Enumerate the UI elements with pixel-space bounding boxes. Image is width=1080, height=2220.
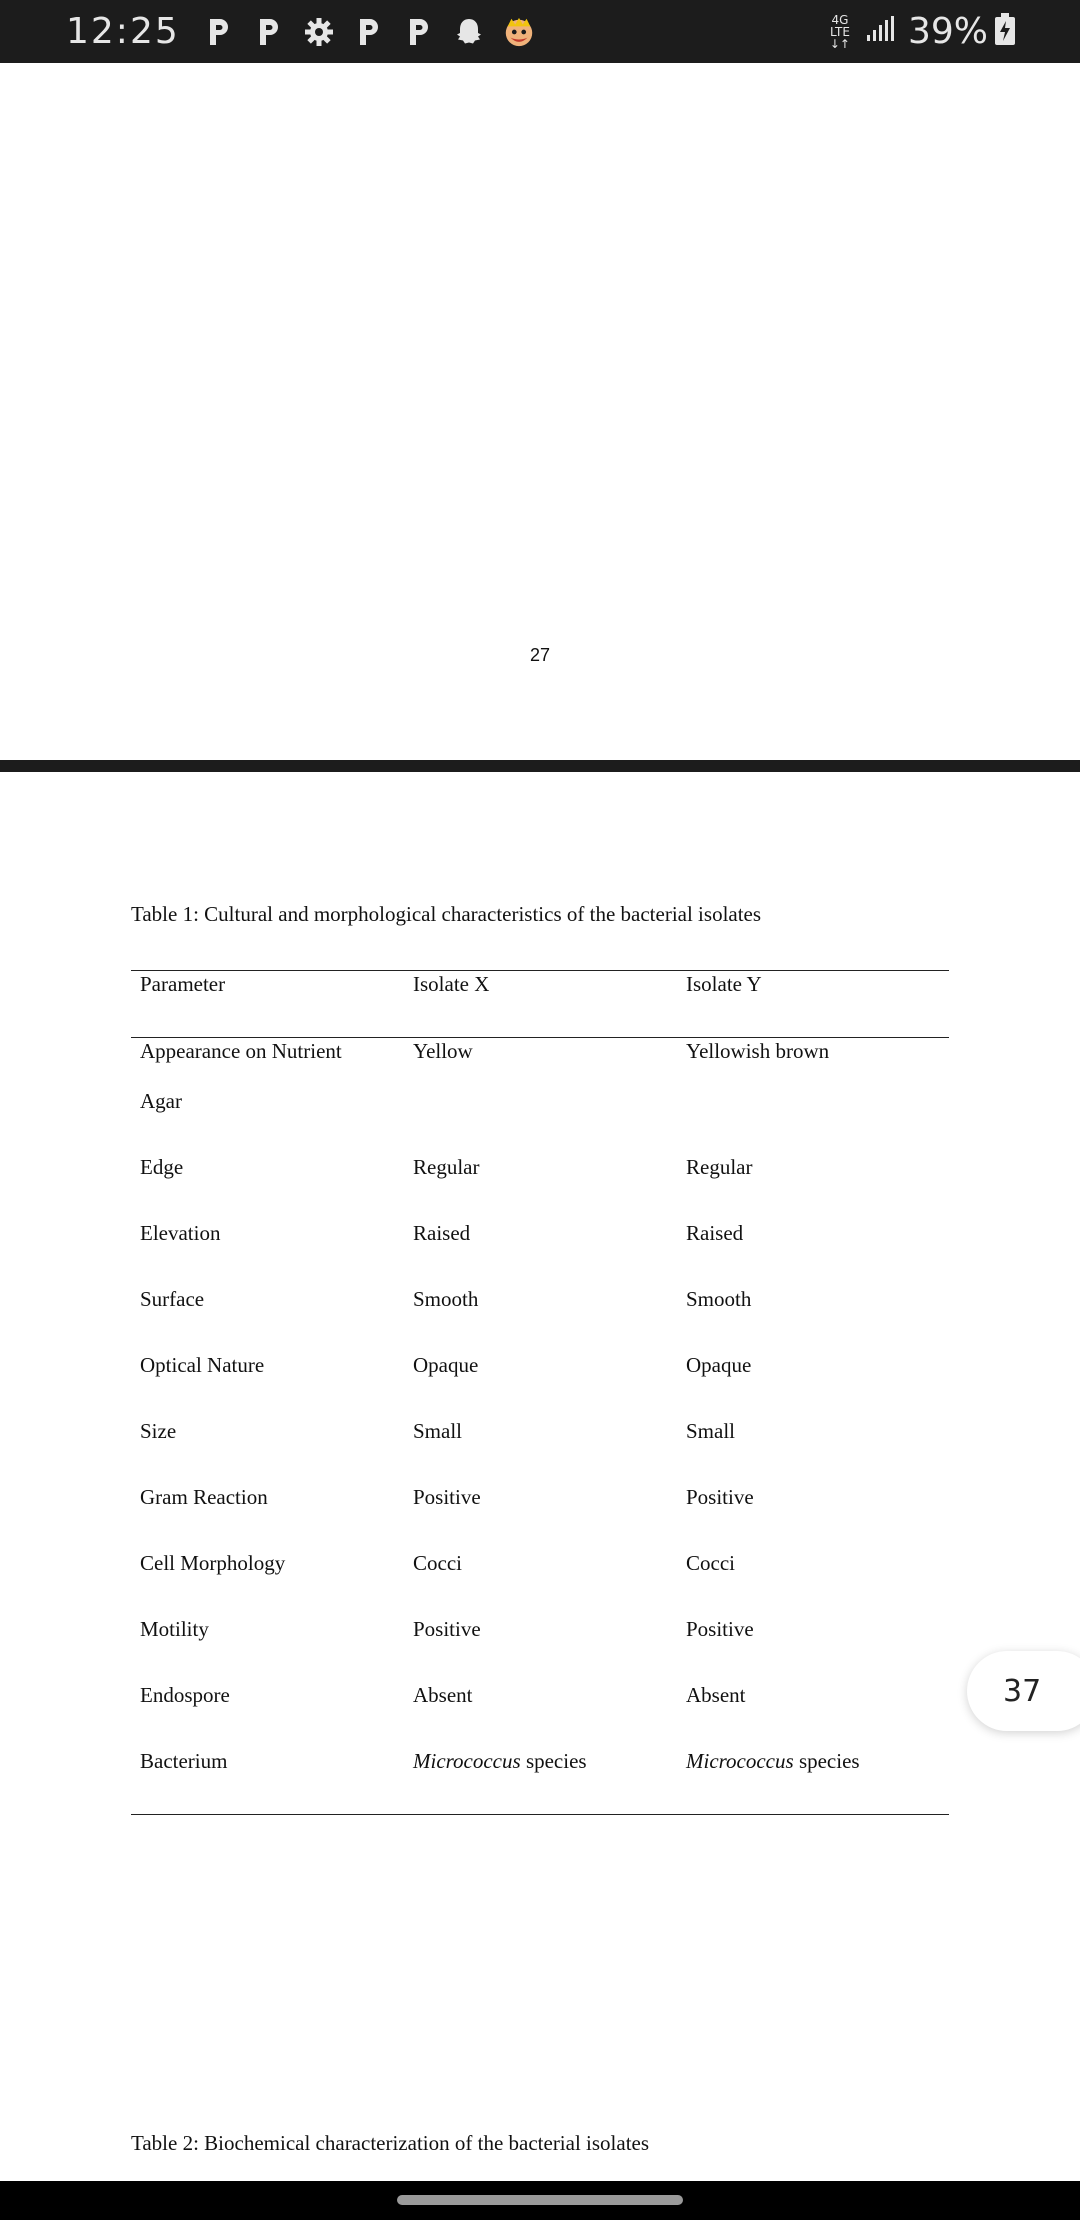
navigation-bar [0, 2181, 1080, 2220]
table-cell-isolate-y: Yellowish brown [686, 1039, 830, 1063]
table-cell-parameter: Cell Morphology [140, 1551, 286, 1575]
p-app-icon [402, 15, 436, 49]
column-header-isolate-y: Isolate Y [686, 972, 762, 996]
table1-caption: Table 1: Cultural and morphological characteristics of the bacterial isolates [131, 902, 762, 926]
table-cell-isolate-y: Smooth [686, 1287, 752, 1311]
column-header-isolate-x: Isolate X [413, 972, 490, 996]
table-cell-isolate-x: Raised [413, 1221, 471, 1245]
page-indicator[interactable] [967, 1651, 1080, 1731]
table-cell-isolate-x: Positive [413, 1617, 481, 1641]
table-cell-isolate-y: Micrococcus species [686, 1749, 860, 1773]
table-top-rule [131, 970, 949, 971]
page-divider [0, 760, 1080, 772]
page-indicator-number: 37 [1003, 1673, 1042, 1709]
table-cell-parameter-cont: Agar [140, 1089, 182, 1113]
table-cell-isolate-x: Yellow [413, 1039, 473, 1063]
snapchat-ghost-icon [452, 15, 486, 49]
table-cell-isolate-x: Absent [413, 1683, 473, 1707]
column-header-parameter: Parameter [140, 972, 226, 996]
table-cell-isolate-x: Cocci [413, 1551, 462, 1575]
p-app-icon [352, 15, 386, 49]
table-cell-parameter: Endospore [140, 1683, 230, 1707]
status-time: 12:25 [66, 11, 180, 52]
table-cell-parameter: Surface [140, 1287, 205, 1311]
table-cell-isolate-y: Cocci [686, 1551, 735, 1575]
p-app-icon [202, 15, 236, 49]
table-cell-parameter: Elevation [140, 1221, 221, 1245]
battery-percent: 39% [907, 11, 988, 52]
table-cell-isolate-y: Raised [686, 1221, 744, 1245]
table-bottom-rule [131, 1814, 949, 1815]
table-cell-isolate-y: Absent [686, 1683, 746, 1707]
table-cell-isolate-x: Small [413, 1419, 463, 1443]
table-cell-isolate-y: Regular [686, 1155, 753, 1179]
table-cell-parameter: Edge [140, 1155, 184, 1179]
table-cell-isolate-x: Regular [413, 1155, 480, 1179]
table2-caption: Table 2: Biochemical characterization of the bacterial isolates [131, 2131, 650, 2155]
game-avatar-icon [502, 15, 536, 49]
p-app-icon [252, 15, 286, 49]
table-cell-parameter: Size [140, 1419, 177, 1443]
gear-icon [302, 15, 336, 49]
table-cell-isolate-y: Positive [686, 1617, 754, 1641]
table-cell-parameter: Optical Nature [140, 1353, 265, 1377]
signal-icon [866, 15, 896, 48]
table-cell-parameter: Gram Reaction [140, 1485, 268, 1509]
network-type: 4G LTE ↓↑ [829, 12, 850, 51]
home-gesture-handle[interactable] [397, 2195, 683, 2205]
table-cell-isolate-x: Positive [413, 1485, 481, 1509]
table-cell-parameter: Motility [140, 1617, 209, 1641]
table-cell-isolate-x: Opaque [413, 1353, 479, 1377]
battery-charging-icon [994, 12, 1016, 51]
table-header-rule [131, 1037, 949, 1038]
table-cell-isolate-y: Opaque [686, 1353, 752, 1377]
status-bar [0, 0, 1080, 63]
table-cell-isolate-y: Positive [686, 1485, 754, 1509]
page-number: 27 [529, 645, 551, 665]
table-cell-isolate-y: Small [686, 1419, 736, 1443]
table-cell-isolate-x: Micrococcus species [413, 1749, 587, 1773]
table-cell-parameter: Bacterium [140, 1749, 228, 1773]
table-cell-parameter: Appearance on Nutrient [140, 1039, 342, 1063]
table-cell-isolate-x: Smooth [413, 1287, 479, 1311]
